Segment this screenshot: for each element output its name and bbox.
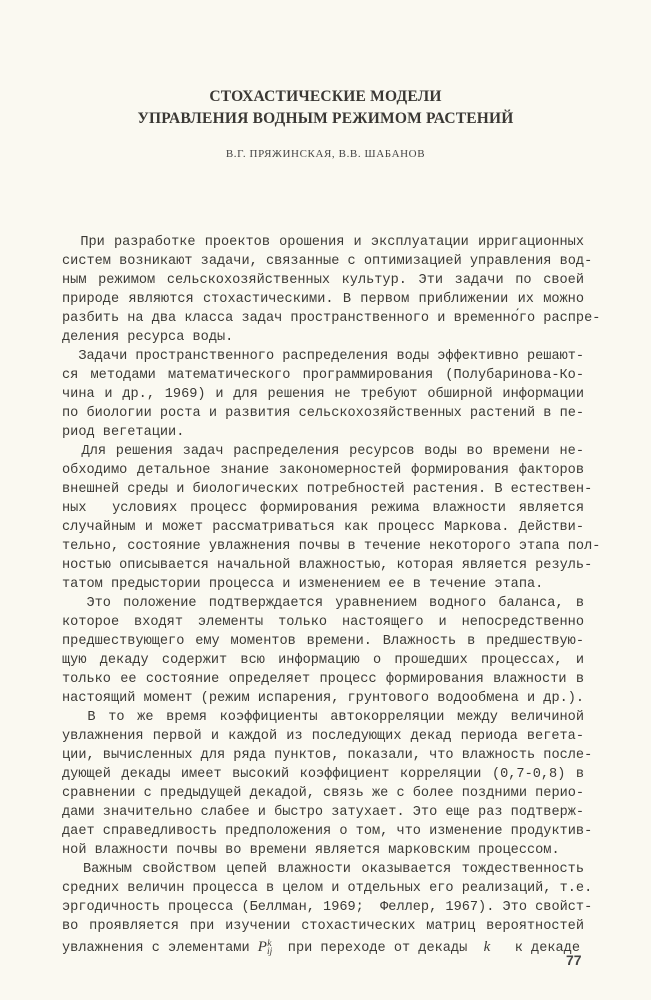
text-line: тельно, состояние увлажнения почвы в течение некоторого этапа пол- [62,539,601,554]
text-line: Важным свойством цепей влажности оказывается тождественность [62,862,584,877]
text-segment: увлажнения с элементами [62,941,258,956]
text-line: ностью описывается начальной влажностью, которая является резуль- [62,558,593,573]
text-line: ной влажности почвы во времени является марковским процессом. [62,843,560,858]
text-line: разбить на два класса задач пространственного и временно́го распре- [62,311,601,326]
text-line: деления ресурса воды. [62,330,234,345]
formula-p-ij-k [258,939,272,955]
paragraph [62,860,593,958]
paragraph [62,347,584,442]
text-line: случайным и может рассматриваться как процесс Маркова. Действи- [62,520,584,535]
text-segment: при переходе от декады [271,941,484,956]
text-line: При разработке проектов орошения и эксплуатации ирригационных [62,235,584,250]
text-line: ных условиях процесс формирования режима влажности является [62,501,584,516]
text-line: обходимо детальное знание закономерностей формирования факторов [62,463,584,478]
text-line-with-formula [62,939,584,958]
text-line: Задачи пространственного распределения воды эффективно решают- [62,349,585,364]
text-line: риод вегетации. [62,425,185,440]
article-title-line-1: СТОХАСТИЧЕСКИЕ МОДЕЛИ [209,88,442,105]
text-line: настоящий момент (режим испарения, грунтового водообмена и др.). [62,691,585,706]
text-line: В то же время коэффициенты автокорреляции между величиной [62,710,584,725]
text-line: щую декаду содержит всю информацию о прошедших процессах, и [62,653,584,668]
text-line: увлажнения первой и каждой из последующих декад периода вегета- [62,729,584,744]
text-line: Для решения задач распределения ресурсов воды во времени не- [62,444,584,459]
formula-superscript: k [267,939,272,949]
text-line: средних величин процесса в целом и отдельных его реализаций, т.е. [62,881,593,896]
text-line: ции, вычисленных для ряда пунктов, показали, что влажность после- [62,748,593,763]
paragraph [62,708,593,860]
text-line: дает справедливость предположения о том, что изменение продуктив- [62,824,593,839]
text-line: только ее состояние определяет процесс формирования влажности в [62,672,584,687]
text-line: во проявляется при изучении стохастических матриц вероятностей [62,919,584,934]
paragraph [62,442,601,594]
formula-subscript: ij [266,947,273,957]
text-line: эргодичность процесса (Беллман, 1969; Феллер, 1967). Это свойст- [62,900,593,915]
text-line: ным режимом сельскохозяйственных культур. Эти задачи по своей [62,273,584,288]
text-line: природе являются стохастическими. В первом приближении их можно [62,292,584,307]
text-line: татом предыстории процесса и изменением ее в течение этапа. [62,577,544,592]
text-line: дующей декады имеет высокий коэффициент корреляции (0,7-0,8) в [62,767,584,782]
page-number: 77 [566,952,582,968]
text-line: ся методами математического программирования (Полубаринова-Ко- [62,368,584,383]
formula-symbol: P [257,939,267,955]
article-body [62,233,601,958]
text-line: сравнении с предыдущей декадой, связь же с более поздними перио- [62,786,585,801]
paragraph [62,594,584,708]
text-segment: к декаде [490,941,580,956]
text-line: систем возникают задачи, связанные с оптимизацией управления вод- [62,254,593,269]
text-line: чина и др., 1969) и для решения не требуют обширной информации [62,387,584,402]
formula-variable-k: k [483,939,491,955]
paragraph [62,233,601,347]
text-line: по биологии роста и развития сельскохозяйственных растений в пе- [62,406,585,421]
article-authors: В.Г. ПРЯЖИНСКАЯ, В.В. ШАБАНОВ [225,148,426,160]
text-line: которое входят элементы только настоящего и непосредственно [62,615,584,630]
text-line: дами значительно слабее и быстро затухает. Это еще раз подтверж- [62,805,585,820]
text-line: Это положение подтверждается уравнением водного баланса, в [62,596,584,611]
article-title-line-2: УПРАВЛЕНИЯ ВОДНЫМ РЕЖИМОМ РАСТЕНИЙ [137,110,514,127]
text-line: предшествующего ему моментов времени. Влажность в предшествую- [62,634,584,649]
text-line: внешней среды и биологических потребностей растения. В естествен- [62,482,593,497]
